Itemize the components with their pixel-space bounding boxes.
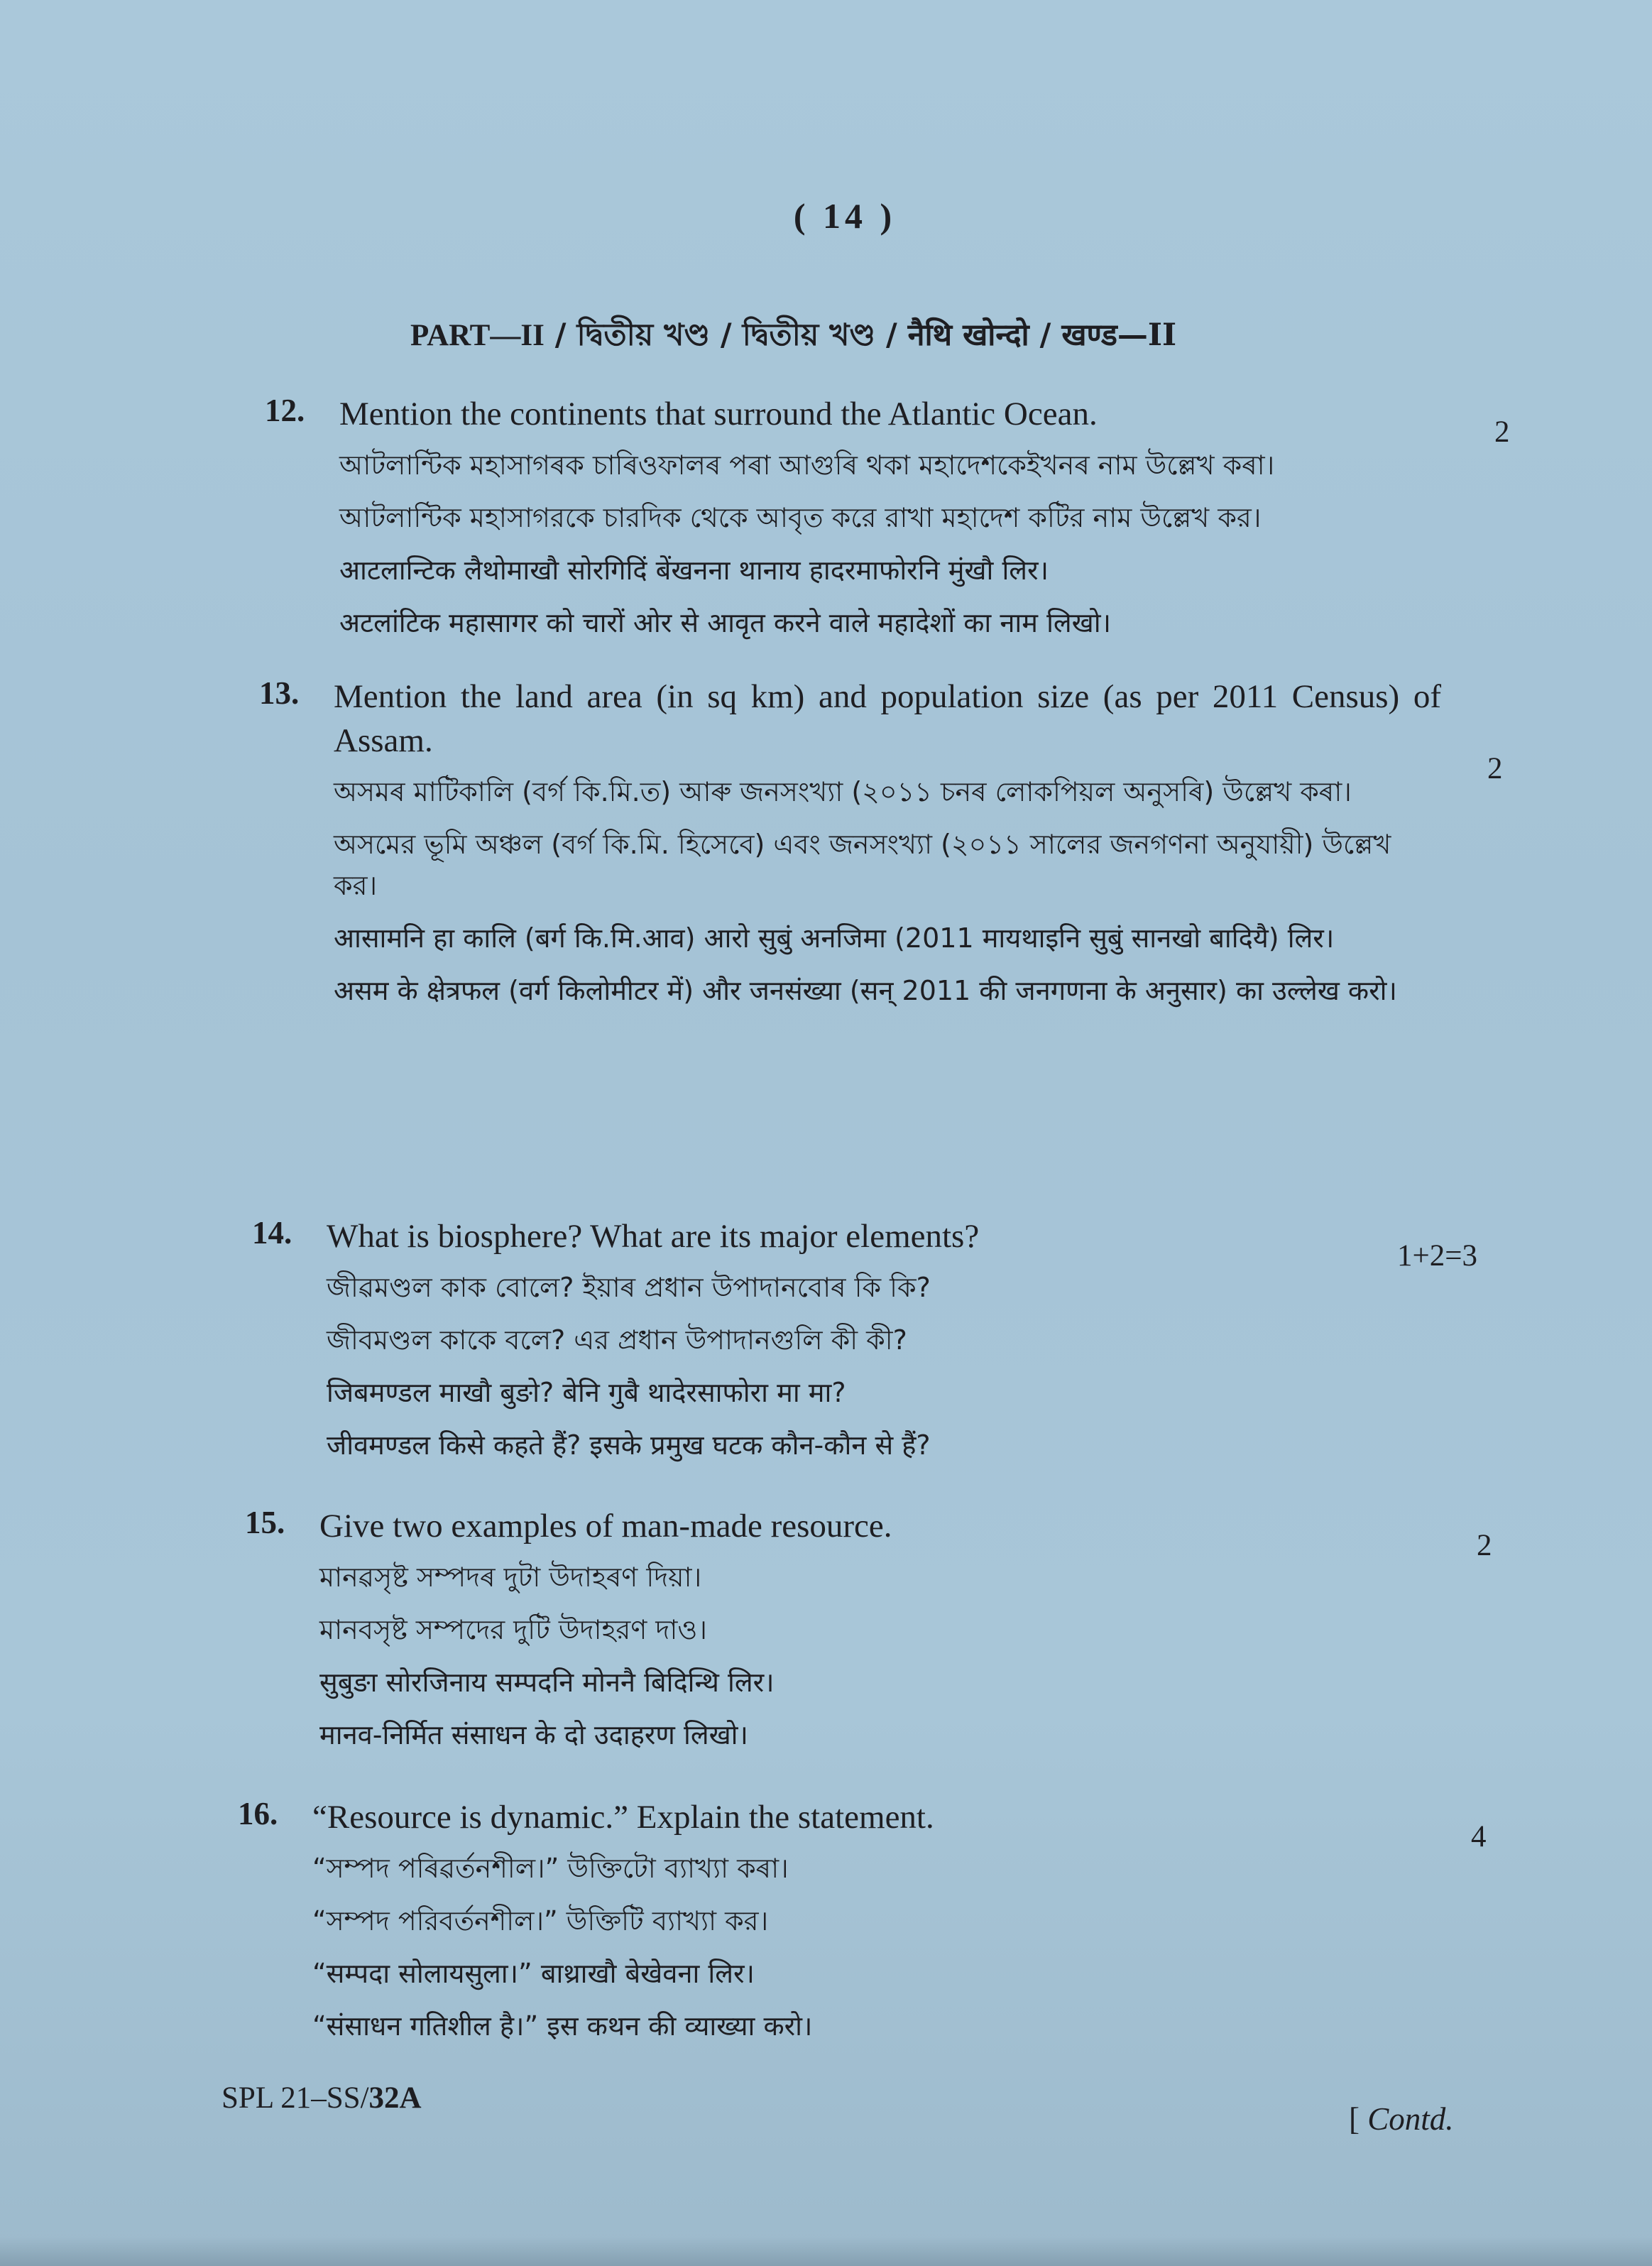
marks: 1+2=3 [1397, 1239, 1478, 1273]
part-heading-separator: / [709, 317, 743, 353]
paper-code-number: 32A [368, 2081, 422, 2115]
part-heading-separator: / [1029, 317, 1062, 353]
marks: 2 [1477, 1529, 1492, 1562]
part-heading-separator: / [544, 317, 577, 353]
question-hindi: जीवमण्डल किसे कहते हैं? इसके प्रमुख घटक कौन-कौन से हैं? [327, 1429, 931, 1461]
paper-code-prefix: SPL 21–SS/ [221, 2081, 369, 2115]
question-number: 12. [265, 393, 305, 428]
question-hindi: “संसाधन गतिशील है।” इस कथन की व्याख्या करो। [312, 2010, 813, 2042]
contd-text: Contd. [1367, 2101, 1454, 2137]
question-bodo: आटलान्टिक लैथोमाखौ सोरगिदिं बेंखनना थानाय हादरमाफोरनि मुंखौ लिर। [339, 555, 1049, 586]
question-body [334, 675, 1505, 1023]
question-bodo: “सम्पदा सोलायसुला।” बाथ्राखौ बेखेवना लिर। [312, 1958, 755, 1989]
question-english: Mention the land area (in sq km) and population size (as per 2011 Census) of Assam. [334, 678, 1441, 759]
question-body [312, 1795, 1484, 2058]
question-hindi: असम के क्षेत्रफल (वर्ग किलोमीटर में) और जनसंख्या (सन् 2011 की जनगणना के अनुसार) का उल्लेख करो। [334, 975, 1397, 1006]
question-assamese: আটলান্টিক মহাসাগৰক চাৰিওফালৰ পৰা আগুৰি থকা মহাদেশকেইখনৰ নাম উল্লেখ কৰা। [339, 450, 1275, 481]
paper-code [221, 2081, 422, 2115]
question-bodo: सुबुङा सोरजिनाय सम्पदनि मोननै बिदिन्थि लिर। [319, 1667, 775, 1698]
part-heading-hindi: खण्ड—II [1061, 317, 1177, 353]
question-hindi: अटलांटिक महासागर को चारों ओर से आवृत करने वाले महादेशों का नाम लिखो। [339, 607, 1112, 638]
page-number: ( 14 ) [793, 196, 897, 236]
marks: 4 [1471, 1820, 1487, 1853]
question-body [327, 1214, 1498, 1477]
question-assamese: জীৱমণ্ডল কাক বোলে? ইয়াৰ প্ৰধান উপাদানবোৰ কি কি? [327, 1272, 931, 1303]
part-heading [410, 312, 1404, 363]
question-bengali: আটলান্টিক মহাসাগরকে চারদিক থেকে আবৃত করে রাখা মহাদেশ কটির নাম উল্লেখ কর। [339, 502, 1262, 533]
scan-edge-shadow [0, 2237, 1652, 2266]
marks: 2 [1487, 752, 1503, 785]
question-bodo: जिबमण्डल माखौ बुङो? बेनि गुबै थादेरसाफोरा मा मा? [327, 1377, 846, 1408]
question-english: “Resource is dynamic.” Explain the statement. [312, 1799, 934, 1836]
question-english: Give two examples of man-made resource. [319, 1508, 892, 1545]
question-body [319, 1504, 1491, 1767]
marks: 2 [1494, 415, 1510, 449]
question-number: 14. [252, 1215, 292, 1251]
part-heading-english: PART—II [410, 319, 545, 352]
question-number: 16. [238, 1796, 278, 1831]
question-bengali: জীবমণ্ডল কাকে বলে? এর প্রধান উপাদানগুলি কী কী? [327, 1324, 907, 1356]
question-bengali: অসমের ভূমি অঞ্চল (বর্গ কি.মি. হিসেবে) এবং জনসংখ্যা (২০১১ সালের জনগণনা অনুযায়ী) উল্লেখ কর। [334, 829, 1391, 901]
question-assamese: অসমৰ মাটিকালি (বৰ্গ কি.মি.ত) আৰু জনসংখ্যা (২০১১ চনৰ লোকপিয়ল অনুসৰি) উল্লেখ কৰা। [334, 776, 1352, 807]
part-heading-bodo: नैथि खोन्दो [907, 317, 1029, 353]
continued-marker [1349, 2101, 1454, 2137]
question-bengali: “সম্পদ পরিবর্তনশীল।” উক্তিটি ব্যাখ্যা কর। [312, 1905, 769, 1937]
part-heading-assamese: দ্বিতীয় খণ্ড [576, 317, 710, 353]
question-english: What is biosphere? What are its major elements? [327, 1218, 980, 1255]
contd-bracket: [ [1349, 2101, 1368, 2137]
question-english: Mention the continents that surround the Atlantic Ocean. [339, 396, 1098, 432]
question-hindi: मानव-निर्मित संसाधन के दो उदाहरण लिखो। [319, 1719, 748, 1750]
question-number: 13. [259, 675, 300, 711]
question-bodo: आसामनि हा कालि (बर्ग कि.मि.आव) आरो सुबुं अनजिमा (2011 मायथाइनि सुबुं सानखो बादियै) लिर। [334, 922, 1335, 954]
question-body [339, 392, 1511, 655]
question-assamese: “সম্পদ পৰিৱৰ্তনশীল।” উক্তিটো ব্যাখ্যা কৰা। [312, 1853, 789, 1884]
question-number: 15. [245, 1505, 285, 1540]
part-heading-bengali: দ্বিতীয় খণ্ড [742, 317, 875, 353]
question-assamese: মানৱসৃষ্ট সম্পদৰ দুটা উদাহৰণ দিয়া। [319, 1562, 702, 1593]
part-heading-separator: / [875, 317, 908, 353]
question-bengali: মানবসৃষ্ট সম্পদের দুটি উদাহরণ দাও। [319, 1614, 707, 1645]
